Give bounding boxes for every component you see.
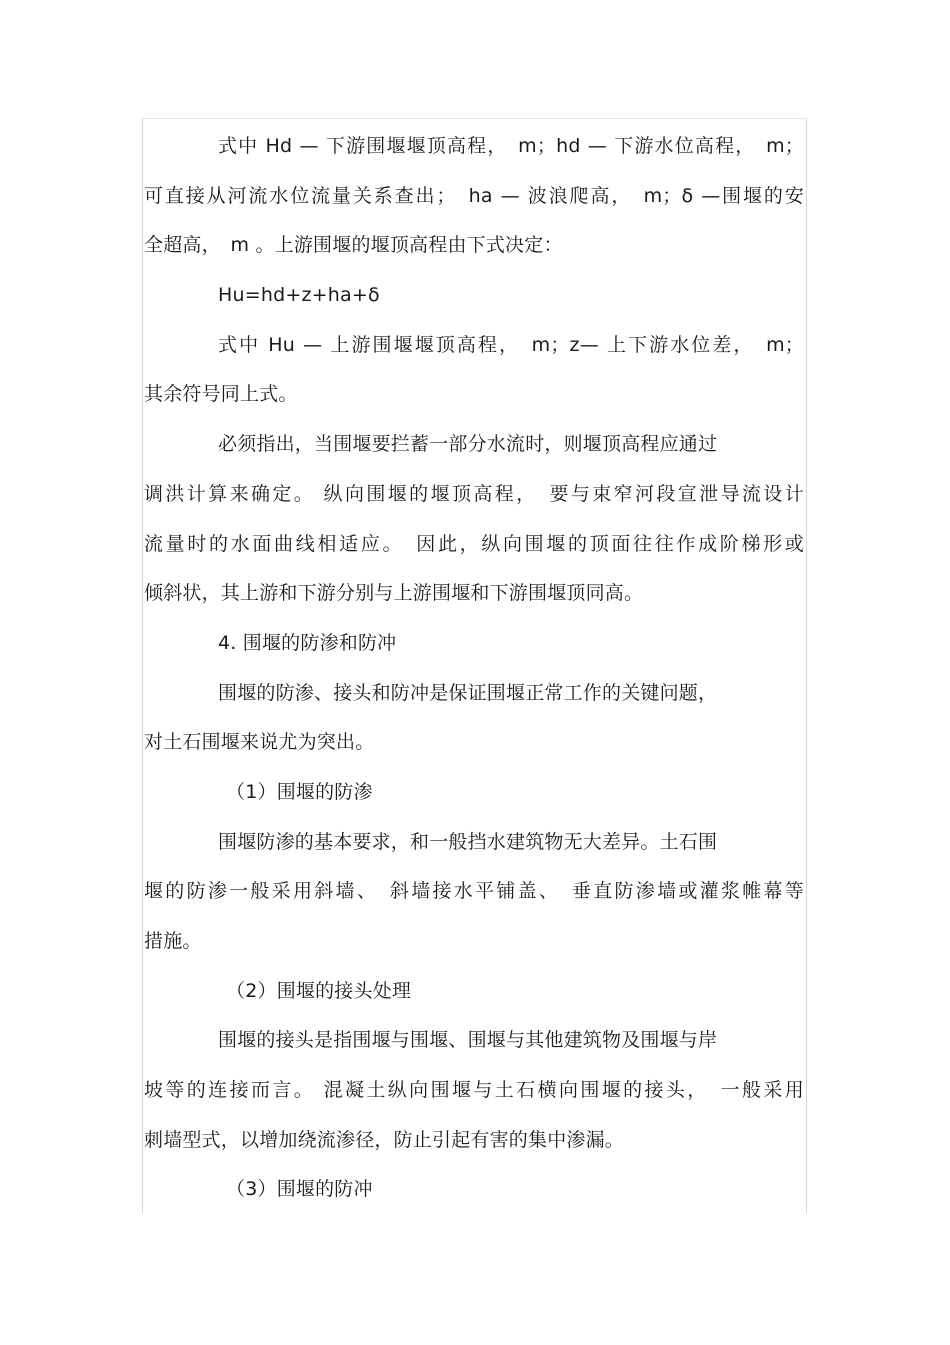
paragraph-line: 流量时的水面曲线相适应。 因此，纵向围堰的顶面往往作成阶梯形或 xyxy=(144,532,804,555)
paragraph-line: 必须指出，当围堰要拦蓄一部分水流时，则堰顶高程应通过 xyxy=(218,433,718,456)
paragraph-line: 调洪计算来确定。 纵向围堰的堰顶高程， 要与束窄河段宣泄导流设计 xyxy=(144,482,804,505)
paragraph-line: 围堰的接头是指围堰与围堰、围堰与其他建筑物及围堰与岸 xyxy=(218,1029,718,1052)
paragraph-line: 措施。 xyxy=(144,930,202,952)
paragraph-line: 刺墙型式，以增加绕流渗径，防止引起有害的集中渗漏。 xyxy=(144,1128,625,1151)
paragraph-line: 围堰防渗的基本要求，和一般挡水建筑物无大差异。土石围 xyxy=(218,830,718,853)
subsection-heading: （1）围堰的防渗 xyxy=(226,780,373,803)
formula-line: Hu=hd+z+ha+δ xyxy=(218,284,380,307)
paragraph-line: 堰的防渗一般采用斜墙、 斜墙接水平铺盖、 垂直防渗墙或灌浆帷幕等 xyxy=(144,880,804,903)
paragraph-line: 围堰的防渗、接头和防冲是保证围堰正常工作的关键问题， xyxy=(218,681,718,704)
paragraph-line: 式中 Hd — 下游围堰堰顶高程， m；hd — 下游水位高程， m； xyxy=(218,135,804,157)
page-frame-right xyxy=(806,118,807,1213)
paragraph-line: 可直接从河流水位流量关系查出； ha — 波浪爬高， m；δ —围堰的安 xyxy=(144,184,804,207)
paragraph-line: 倾斜状，其上游和下游分别与上游围堰和下游围堰顶同高。 xyxy=(144,582,644,605)
paragraph-line: 其余符号同上式。 xyxy=(144,383,298,406)
subsection-heading: （3）围堰的防冲 xyxy=(226,1178,373,1201)
paragraph-line: 坡等的连接而言。 混凝土纵向围堰与土石横向围堰的接头， 一般采用 xyxy=(144,1079,804,1102)
paragraph-line: 全超高， m 。上游围堰的堰顶高程由下式决定： xyxy=(144,234,563,257)
paragraph-line: 对土石围堰来说尤为突出。 xyxy=(144,731,375,754)
document-body xyxy=(144,122,804,1215)
section-heading: 4. 围堰的防渗和防冲 xyxy=(218,631,397,654)
page-frame-left xyxy=(142,118,143,1213)
page-frame-top xyxy=(142,118,807,119)
subsection-heading: （2）围堰的接头处理 xyxy=(226,979,412,1002)
paragraph-line: 式中 Hu — 上游围堰堰顶高程， m；z— 上下游水位差， m； xyxy=(218,333,804,356)
